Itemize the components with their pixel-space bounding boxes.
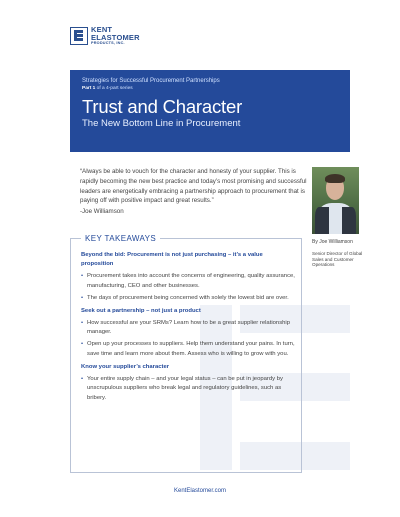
pull-quote (80, 167, 312, 217)
section-title: Know your supplier’s character (81, 364, 170, 371)
logo-line-3: PRODUCTS, INC. (91, 41, 125, 45)
list-item: • Open up your processes to suppliers. Help them understand your pains. In turn, save time and learn more about them. Assess who is willing to grow with you. (81, 340, 295, 359)
document-title: Trust and Character (82, 96, 243, 117)
company-logo (70, 26, 140, 46)
bullet-icon: • (81, 273, 84, 280)
logo-line-1: KENT (91, 25, 113, 34)
logo-wordmark (91, 26, 140, 46)
list-item: • Your entire supply chain – and your legal status – can be put in jeopardy by unscrupulous suppliers who break legal and regulatory guidelines, such as bribery. (81, 375, 295, 403)
author-name: By Joe Williamson (312, 239, 353, 245)
document-subtitle: The New Bottom Line in Procurement (82, 118, 241, 129)
logo-line-2: ELASTOMER (91, 32, 140, 42)
footer-website-link[interactable]: KentElastomer.com (173, 488, 227, 494)
author-role: Senior Director of Global Sales and Customer Operations (312, 250, 363, 268)
series-title: Strategies for Successful Procurement Partnerships (82, 78, 220, 84)
bullet-icon: • (81, 319, 84, 326)
quote-text: “Always be able to vouch for the character and honesty of your supplier. This is rapidly becoming the new best practice and today’s most promising and successful leaders are energetically embracing a partnership approach to procurement that is paying off with positive impact and great results.” (80, 168, 307, 205)
key-takeaways-heading: KEY TAKEAWAYS (81, 234, 160, 244)
section-title: Seek out a partnership – not just a product (81, 308, 201, 315)
bullet-icon: • (81, 294, 84, 301)
list-item: • Procurement takes into account the concerns of engineering, quality assurance, manufacturing, CEO and other businesses. (81, 272, 295, 291)
author-photo (312, 167, 359, 234)
title-banner (70, 70, 350, 152)
part-label (82, 85, 338, 92)
part-rest: of a 4-part series (95, 86, 133, 91)
list-item: • The days of procurement being concerned with solely the lowest bid are over. (81, 294, 295, 303)
bullet-icon: • (81, 341, 84, 348)
key-takeaways-list (81, 251, 295, 403)
ke-logo-icon (70, 27, 88, 45)
section-title: Beyond the bid: Procurement is not just purchasing – it’s a value proposition (81, 252, 263, 268)
key-takeaways-box (70, 234, 302, 473)
list-item: • How successful are your SRMs? Learn how to be a great supplier relationship manager. (81, 319, 295, 338)
author-byline (312, 240, 372, 268)
part-number: Part 1 (82, 86, 96, 91)
quote-author: -Joe Williamson (80, 208, 124, 216)
bullet-icon: • (81, 375, 84, 382)
